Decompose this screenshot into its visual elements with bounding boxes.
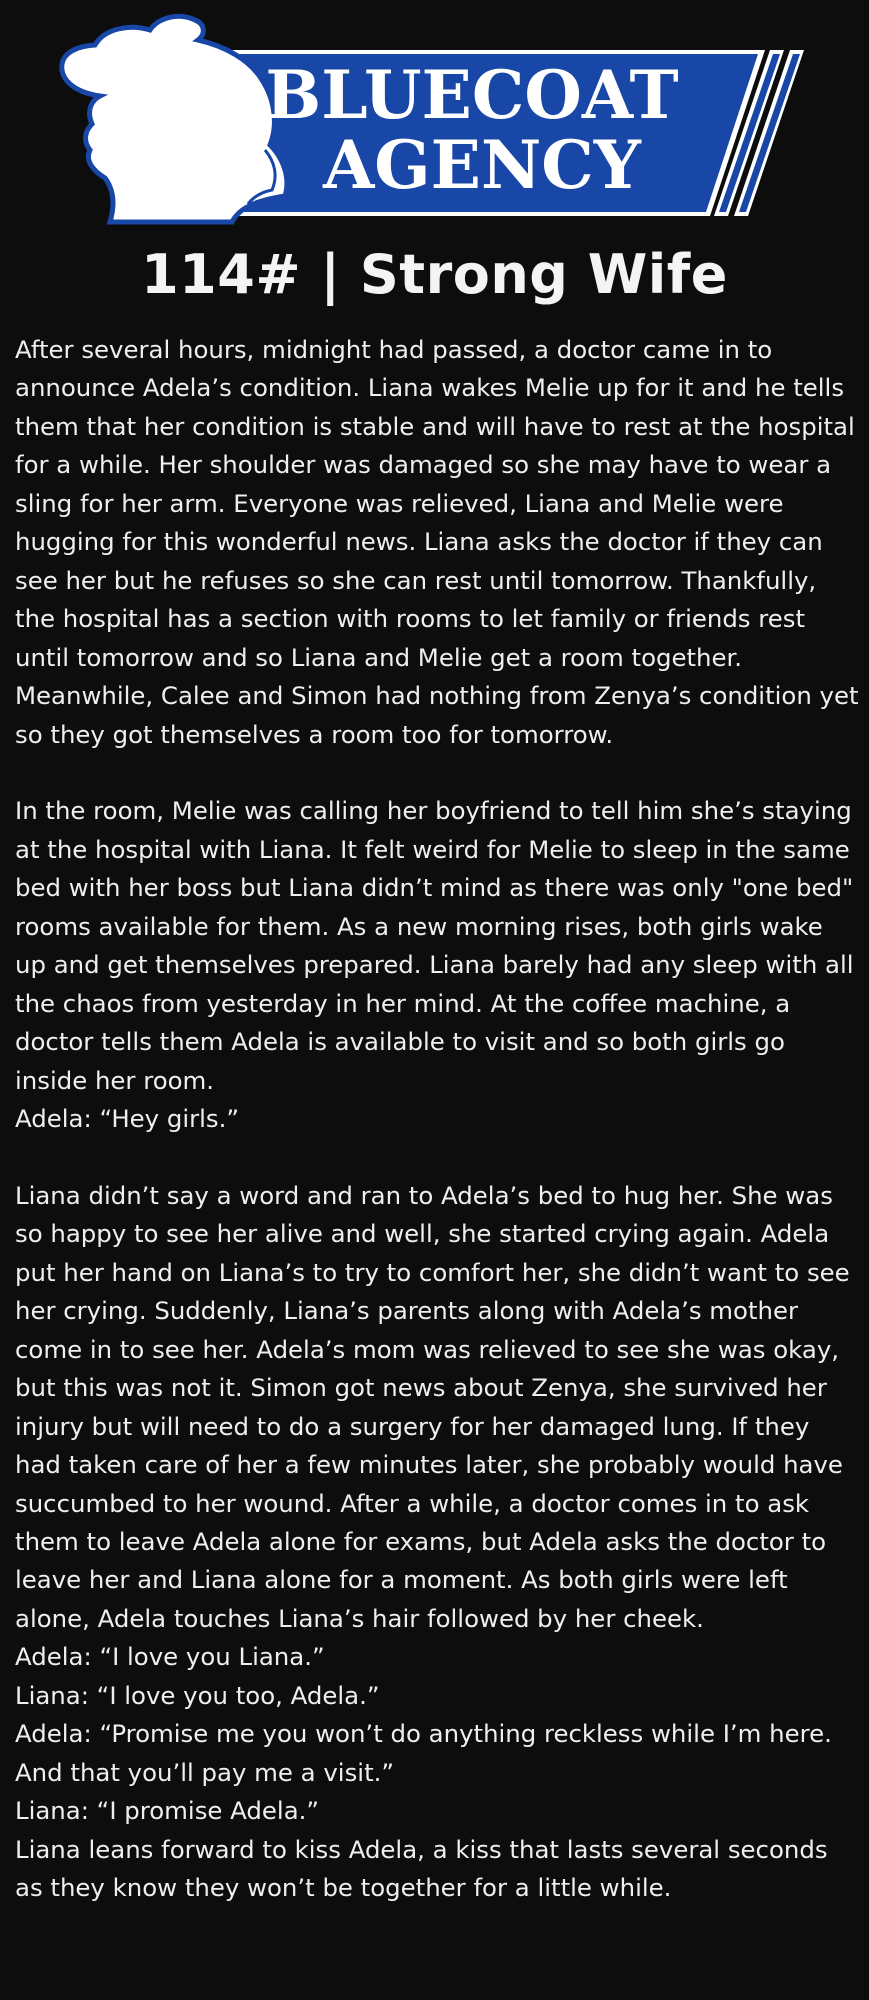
dialogue-line: Liana: “I promise Adela.”: [15, 1796, 320, 1826]
paragraph-spacer: [15, 1139, 861, 1177]
dialogue-line: Adela: “Promise me you won’t do anything reckless while I’m here. And that you’ll pay me a visit.”: [15, 1719, 832, 1787]
paragraph-spacer: [15, 754, 861, 792]
dialogue-line: Liana: “I love you too, Adela.”: [15, 1680, 380, 1710]
story-closing-line: Liana leans forward to kiss Adela, a kiss that lasts several seconds as they know they won’t be together for a little while.: [15, 1834, 828, 1903]
silhouette-head-icon: [62, 16, 287, 222]
dialogue-line: Adela: “Hey girls.”: [15, 1104, 240, 1134]
logo-line-1: BLUECOAT: [265, 56, 679, 134]
logo-line-2: AGENCY: [323, 126, 641, 204]
agency-logo: [0, 0, 869, 240]
page-title: 114# | Strong Wife: [141, 243, 728, 306]
story-paragraph-1: After several hours, midnight had passed, a doctor came in to announce Adela’s condition. Liana wakes Melie up for it and he tells them that her condition is stable and will have to rest at the hospital for a while. Her shoulder was damaged so she may have to wear a sling for her arm. Everyone was relieved, Liana and Melie were hugging for this wonderful news. Liana asks the doctor if they can see her but he refuses so she can rest until tomorrow. Thankfully, the hospital has a section with rooms to let family or friends rest until tomorrow and so Liana and Melie get a room together. Meanwhile, Calee and Simon had nothing from Zenya’s condition yet so they got themselves a room too for tomorrow.: [15, 335, 859, 749]
story-text: [15, 331, 861, 1908]
dialogue-line: Adela: “I love you Liana.”: [15, 1642, 325, 1672]
story-paragraph-2: In the room, Melie was calling her boyfriend to tell him she’s staying at the hospital with Liana. It felt weird for Melie to sleep in the same bed with her boss but Liana didn’t mind as there was only "one bed" rooms available for them. As a new morning rises, both girls wake up and get themselves prepared. Liana barely had any sleep with all the chaos from yesterday in her mind. At the coffee machine, a doctor tells them Adela is available to visit and so both girls go inside her room.: [15, 796, 854, 1095]
story-paragraph-3: Liana didn’t say a word and ran to Adela’s bed to hug her. She was so happy to see her alive and well, she started crying again. Adela put her hand on Liana’s to try to comfort her, she didn’t want to see her crying. Suddenly, Liana’s parents along with Adela’s mother come in to see her. Adela’s mom was relieved to see she was okay, but this was not it. Simon got news about Zenya, she survived her injury but will need to do a surgery for her damaged lung. If they had taken care of her a few minutes later, she probably would have succumbed to her wound. After a while, a doctor comes in to ask them to leave Adela alone for exams, but Adela asks the doctor to leave her and Liana alone for a moment. As both girls were left alone, Adela touches Liana’s hair followed by her cheek.: [15, 1180, 850, 1633]
